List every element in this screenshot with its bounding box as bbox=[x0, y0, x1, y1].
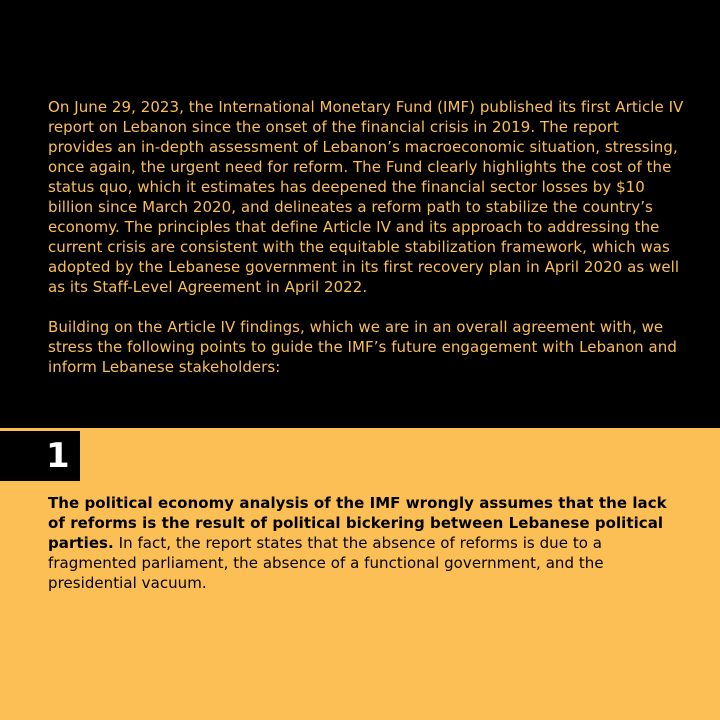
intro-paragraph-2: Building on the Article IV findings, which we are in an overall agreement with, we stress the following points to guide the IMF’s future engagement with Lebanon and inform Lebanese stakeholders: bbox=[48, 318, 677, 376]
point-regular-text: In fact, the report states that the absence of reforms is due to a fragmented parliament, the absence of a functional government, and the presidential vacuum. bbox=[48, 534, 604, 592]
point-text bbox=[48, 493, 688, 593]
point-bold-text: The political economy analysis of the IMF wrongly assumes that the lack of reforms is the result of political bickering between Lebanese political parties. bbox=[48, 494, 667, 552]
point-number: 1 bbox=[46, 436, 70, 476]
intro-paragraph-1: On June 29, 2023, the International Monetary Fund (IMF) published its first Article IV report on Lebanon since the onset of the financial crisis in 2019. The report provides an in-depth assessment of Lebanon’s macroeconomic situation, stressing, once again, the urgent need for reform. The Fund clearly highlights the cost of the status quo, which it estimates has deepened the financial sector losses by $10 billion since March 2020, and delineates a reform path to stabilize the country’s economy. The principles that define Article IV and its approach to addressing the current crisis are consistent with the equitable stabilization framework, which was adopted by the Lebanese government in its first recovery plan in April 2020 as well as its Staff-Level Agreement in April 2022. bbox=[48, 98, 684, 296]
intro-text bbox=[48, 97, 688, 377]
point-number-badge bbox=[0, 431, 80, 481]
